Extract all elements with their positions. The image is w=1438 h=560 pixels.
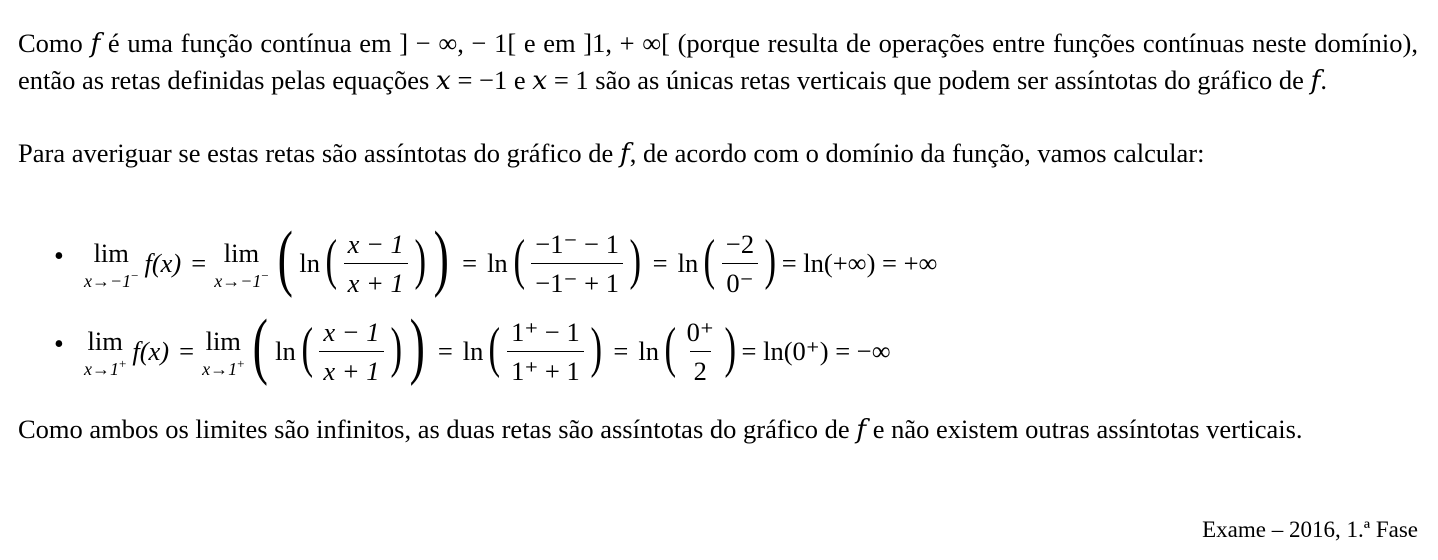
bullet-icon: • bbox=[54, 329, 64, 360]
limit-operator: lim x→1+ bbox=[202, 325, 245, 379]
paragraph-conclusion: Como ambos os limites são infinitos, as duas retas são assíntotas do gráfico de 𝑓 e não existem outras assíntotas verticais. bbox=[18, 414, 1303, 444]
limit-equation-minus-one: lim x→−1− f(x) = lim x→−1− ( ln ( $\frac{x - 1}{x + 1}$ ) ) = ln ( $\frac{-1^- - 1}{-1^- + 1}$ ) = ln ( $\frac{-2}{0^-}$ ) = ln(+∞) = +∞ bbox=[84, 217, 938, 299]
result: = ln(0⁺) = −∞ bbox=[741, 335, 891, 366]
fraction: $\frac{1^+ - 1}{1^+ + 1}$ bbox=[507, 315, 584, 388]
result: = ln(+∞) = +∞ bbox=[781, 247, 938, 278]
paragraph-continuity: Como 𝑓 é uma função contínua em ] − ∞, − 1[ e em ]1, + ∞[ (porque resulta de operações entre funções contínuas neste domínio), então as retas definidas pelas equações 𝑥 = −1 e 𝑥 = 1 são as únicas retas verticais que podem ser assíntotas do gráfico de 𝑓. bbox=[18, 28, 1418, 95]
fraction: $\frac{0^+}{2}$ bbox=[686, 316, 714, 386]
function-expression: f(x) bbox=[144, 247, 182, 278]
fraction: $\frac{-1^- - 1}{-1^- + 1}$ bbox=[531, 227, 623, 300]
limit-equation-plus-one: lim x→1+ f(x) = lim x→1+ ( ln ( $\frac{x - 1}{x + 1}$ ) ) = ln ( $\frac{1^+ - 1}{1^+ + 1}$ ) = ln ( $\frac{0^+}{2}$ ) = ln(0⁺) = −∞ bbox=[84, 305, 891, 387]
limit-operator: lim x→−1− bbox=[84, 237, 139, 291]
bullet-icon: • bbox=[54, 241, 64, 272]
limit-operator: lim x→−1− bbox=[214, 237, 269, 291]
fraction: $\frac{-2}{0^-}$ bbox=[722, 227, 758, 300]
fraction: $\frac{x - 1}{x + 1}$ bbox=[319, 315, 383, 388]
paragraph-calculate-intro: Para averiguar se estas retas são assíntotas do gráfico de 𝑓, de acordo com o domínio da função, vamos calcular: bbox=[18, 138, 1205, 168]
fraction: $\frac{x - 1}{x + 1}$ bbox=[344, 227, 408, 300]
exam-source-footer: Exame – 2016, 1.ª Fase bbox=[1202, 517, 1418, 542]
function-expression: f(x) bbox=[132, 335, 170, 366]
limit-operator: lim x→1+ bbox=[84, 325, 127, 379]
